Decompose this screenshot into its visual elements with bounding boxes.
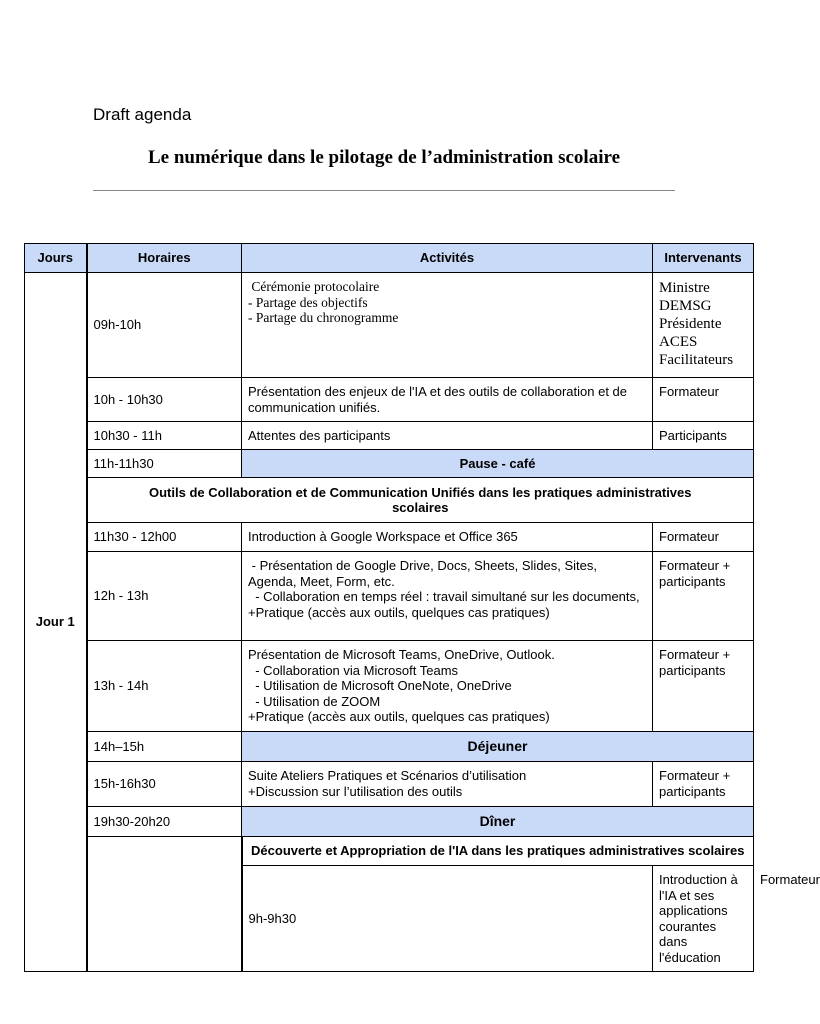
activity-line: - Partage du chronogramme [248,310,399,325]
time-cell: 12h - 13h [87,552,242,641]
speaker-cell: Formateur + participants [653,552,754,641]
activity-line: - Partage des objectifs [248,294,368,310]
speaker-cell: Formateur + participants [653,762,754,807]
time-cell: 19h30-20h20 [87,807,242,837]
activity-cell [242,762,653,807]
section-title: Découverte et Appropriation de l'IA dans les pratiques administratives scolaires [242,837,754,866]
speaker-cell: Formateur [653,523,754,552]
activity-line: - Collaboration via Microsoft Teams [248,662,459,678]
section-row [25,478,754,523]
break-cell: Pause - café [242,450,754,478]
table-row: 9h-9h30 Introduction à l'IA et ses applications courantes dans l'éducation Formateur [25,866,754,972]
time-cell: 11h-11h30 [87,450,242,478]
table-row [25,807,754,837]
document-title: Le numérique dans le pilotage de l’administration scolaire [147,147,620,168]
speaker-line: ACES [659,334,698,350]
activity-line: +Pratique (accès aux outils, quelques cas pratiques) [248,709,550,724]
time-cell: 13h - 14h [87,641,242,732]
activity-cell: Présentation des enjeux de l'IA et des outils de collaboration et de communication unifiés. [242,378,653,422]
activity-line: Présentation de Microsoft Teams, OneDrive, Outlook. [248,647,555,662]
speaker-line: Présidente [659,316,722,332]
speaker-cell: Participants [653,422,754,450]
activity-cell: Introduction à Google Workspace et Office 365 [242,523,653,552]
activity-cell [242,273,653,378]
activity-line: +Pratique (accès aux outils, quelques cas pratiques) [248,604,550,620]
time-cell: 9h-9h30 [242,866,653,972]
table-row [25,378,754,422]
speaker-cell: Formateur + participants [653,641,754,732]
table-row [25,422,754,450]
time-cell: 15h-16h30 [87,762,242,807]
table-row [25,762,754,807]
activity-line: Cérémonie protocolaire [248,279,380,294]
table-row [25,552,754,641]
section-row [25,837,754,866]
time-cell: 09h-10h [87,273,242,378]
speaker-cell: Formateur [653,378,754,422]
time-cell: 11h30 - 12h00 [87,523,242,552]
speaker-cell [653,273,754,378]
activity-line: Suite Ateliers Pratiques et Scénarios d’utilisation [248,768,527,783]
agenda-table [24,243,820,972]
time-cell: 10h - 10h30 [87,378,242,422]
activity-line: +Discussion sur l’utilisation des outils [248,783,463,799]
title-divider [93,190,675,191]
header-activites: Activités [242,244,653,273]
break-cell: Dîner [242,807,754,837]
day-cell-empty [87,837,242,972]
section-title: Outils de Collaboration et de Communication Unifiés dans les pratiques administratives scolaires [87,478,754,523]
day-label: Jour 1 [25,273,87,972]
break-cell: Déjeuner [242,732,754,762]
activity-cell: Introduction à l'IA et ses applications courantes dans l'éducation [653,866,754,972]
table-row [25,732,754,762]
activity-line: - Utilisation de ZOOM [248,693,381,709]
time-cell: 14h–15h [87,732,242,762]
activity-line: - Collaboration en temps réel : travail simultané sur les documents, [248,589,640,604]
table-header-row [25,244,754,273]
activity-cell [242,641,653,732]
table-row [25,273,754,378]
activity-line: - Présentation de Google Drive, Docs, Sheets, Slides, Sites, Agenda, Meet, Form, etc. [248,558,600,589]
table-row [25,450,754,478]
header-horaires: Horaires [87,244,242,273]
table-row [25,523,754,552]
speaker-line: DEMSG [659,298,712,314]
header-intervenants: Intervenants [653,244,754,273]
activity-cell [242,552,653,641]
header-jours: Jours [25,244,87,273]
draft-label: Draft agenda [93,105,192,124]
speaker-line: Ministre [659,280,710,296]
activity-line: - Utilisation de Microsoft OneNote, OneDrive [248,678,512,693]
time-cell: 10h30 - 11h [87,422,242,450]
activity-cell: Attentes des participants [242,422,653,450]
table-row [25,641,754,732]
speaker-line: Facilitateurs [659,352,734,368]
